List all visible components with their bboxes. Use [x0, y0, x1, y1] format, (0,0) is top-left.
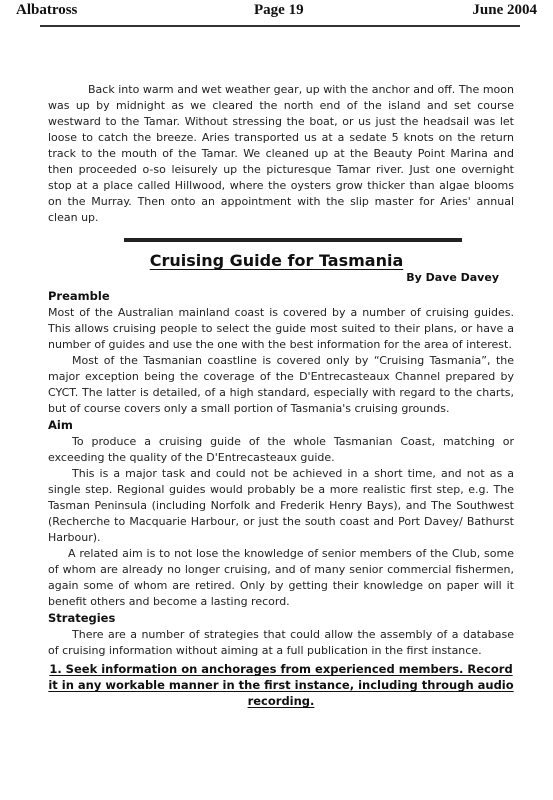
strategies-paragraph: There are a number of strategies that could allow the assembly of a database of cruising information without aiming at a full publication in the first instance.: [48, 628, 514, 657]
intro-paragraph: Back into warm and wet weather gear, up with the anchor and off. The moon was up by midnight as we cleared the north end of the island and set course westward to the Tamar. Without stressing the boat, or us just the headsail was let loose to catch the breeze. Aries transported us at a sedate 5 knots on the return track to the mouth of the Tamar. We cleaned up at the Beauty Point Marina and then proceeded o-so leisurely up the picturesque Tamar river. Just one overnight stop at a place called Hillwood, where the oysters grow thicker than algae blooms on the Murray. Then onto an appointment with the slip master for Aries' annual clean up.: [48, 83, 514, 224]
preamble-paragraph-1: Most of the Australian mainland coast is covered by a number of cruising guides. This allows cruising people to select the guide most suited to their plans, or have a number of guides and use the one with the best information for the area of interest.: [48, 306, 514, 351]
intro-section: [48, 82, 514, 226]
article-body: [48, 288, 514, 709]
preamble-heading: Preamble: [48, 289, 110, 303]
issue-date: June 2004: [472, 2, 537, 18]
page-number: Page 19: [254, 2, 304, 18]
section-divider: [124, 238, 462, 242]
article-byline: By Dave Davey: [406, 271, 499, 284]
publication-name: Albatross: [16, 2, 78, 18]
aim-heading: Aim: [48, 418, 73, 432]
strategy-item-1: 1. Seek information on anchorages from experienced members. Record it in any workable manner in the first instance, including through audio recording.: [48, 662, 514, 708]
aim-paragraph-2: This is a major task and could not be achieved in a short time, and not as a single step. Regional guides would probably be a more realistic first step, e.g. The Tasman Peninsula (including Norfolk and Frederik Henry Bays), and The Southwest (Recherche to Macquarie Harbour, or just the south coast and Port Davey/ Bathurst Harbour).: [48, 467, 514, 544]
aim-paragraph-3: A related aim is to not lose the knowledge of senior members of the Club, some of whom are already no longer cruising, and of many senior commercial fishermen, again some of whom are retired. Only by getting their knowledge on paper will it benefit others and become a lasting record.: [48, 547, 514, 608]
page-header: [16, 2, 537, 22]
strategies-heading: Strategies: [48, 611, 116, 625]
header-rule: [40, 25, 520, 27]
article-title: Cruising Guide for Tasmania: [149, 251, 404, 270]
aim-paragraph-1: To produce a cruising guide of the whole Tasmanian Coast, matching or exceeding the quality of the D'Entrecasteaux guide.: [48, 435, 514, 464]
preamble-paragraph-2: Most of the Tasmanian coastline is covered only by “Cruising Tasmania”, the major exception being the coverage of the D'Entrecasteaux Channel prepared by CYCT. The latter is detailed, of a high standard, especially with regard to the charts, but of course covers only a small portion of Tasmania's cruising grounds.: [48, 354, 514, 415]
